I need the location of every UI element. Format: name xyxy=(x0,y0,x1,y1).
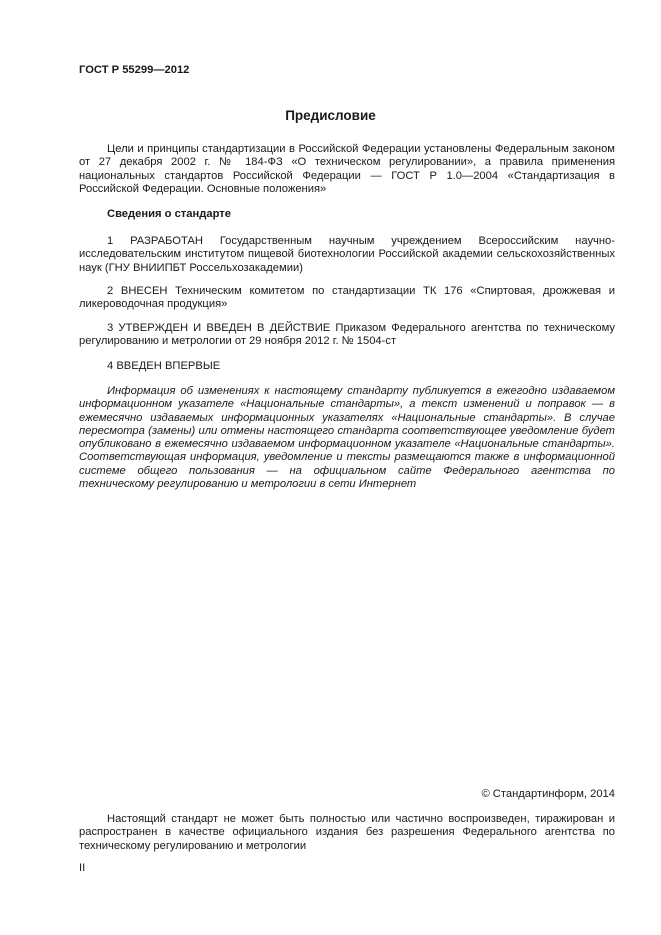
intro-paragraph: Цели и принципы стандартизации в Российской Федерации установлены Федеральным законом от 27 декабря 2002 г. № 184-ФЗ «О техническом регулировании», а правила применения национальных стандартов Российской Федерации — ГОСТ Р 1.0—2004 «Стандартизация в Российской Федерации. Основные положения» xyxy=(79,143,615,195)
standard-info-heading: Сведения о стандарте xyxy=(107,208,231,220)
page-title: Предисловие xyxy=(285,108,376,123)
page-number: II xyxy=(79,862,86,874)
info-item-introduced: 4 ВВЕДЕН ВПЕРВЫЕ xyxy=(107,360,221,372)
document-code: ГОСТ Р 55299—2012 xyxy=(79,64,190,76)
changes-notice-paragraph: Информация об изменениях к настоящему стандарту публикуется в ежегодно издаваемом информационном указателе «Национальные стандарты», а текст изменений и поправок — в ежемесячно издаваемых информационных указателях «Национальные стандарты». В случае пересмотра (замены) или отмены настоящего стандарта соответствующее уведомление будет опубликовано в ежемесячно издаваемом информационном указателе «Национальные стандарты». Соответствующая информация, уведомление и тексты размещаются также в информационной системе общего пользования — на официальном сайте Федерального агентства по техническому регулированию и метрологии в сети Интернет xyxy=(79,385,615,491)
info-item-approved: 3 УТВЕРЖДЕН И ВВЕДЕН В ДЕЙСТВИЕ Приказом Федерального агентства по техническому регулированию и метрологии от 29 ноября 2012 г. № 1504-ст xyxy=(79,322,615,348)
info-item-submitted: 2 ВНЕСЕН Техническим комитетом по стандартизации ТК 176 «Спиртовая, дрожжевая и ликероводочная продукция» xyxy=(79,285,615,311)
copyright-line: © Стандартинформ, 2014 xyxy=(481,788,615,800)
reproduction-notice: Настоящий стандарт не может быть полностью или частично воспроизведен, тиражирован и распространен в качестве официального издания без разрешения Федерального агентства по техническому регулированию и метрологии xyxy=(79,813,615,852)
info-item-developed: 1 РАЗРАБОТАН Государственным научным учреждением Всероссийским научно-исследовательским институтом пищевой биотехнологии Российской академии сельскохозяйственных наук (ГНУ ВНИИПБТ Россельхозакадемии) xyxy=(79,235,615,274)
